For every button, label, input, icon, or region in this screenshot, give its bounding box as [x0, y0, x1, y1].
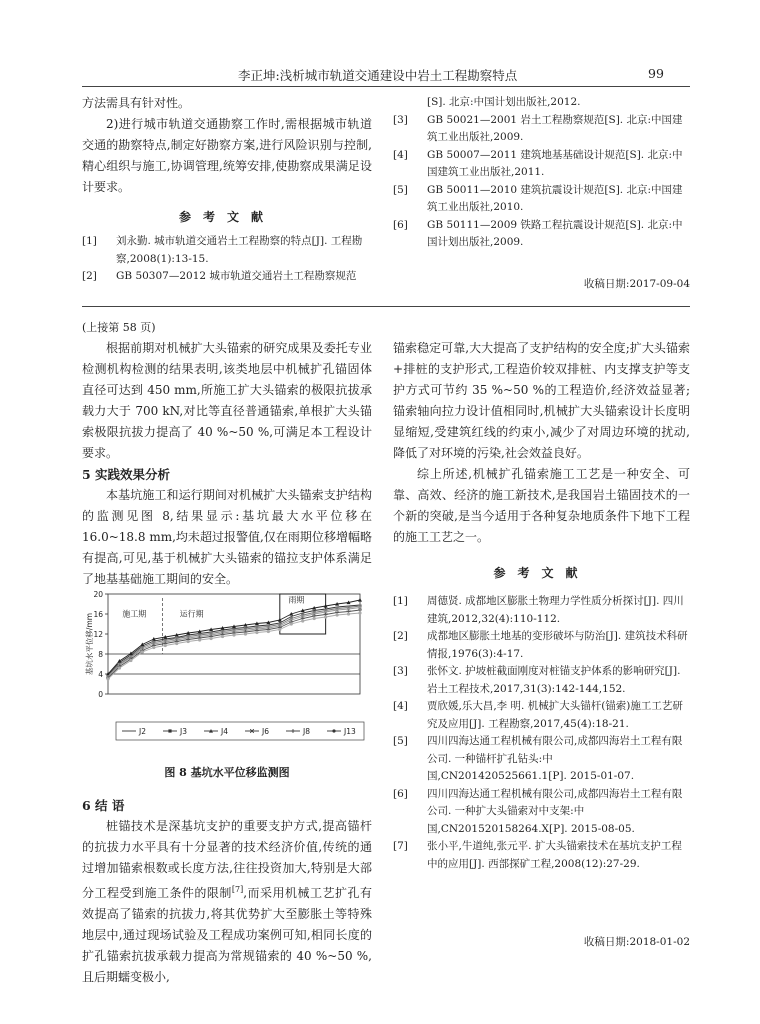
- top-refs-title: 参考文献: [178, 210, 275, 224]
- data-point-j13: [313, 617, 316, 620]
- data-point-j13: [209, 637, 212, 640]
- bottom-right-paragraph-2: 综上所述,机械扩孔锚索施工工艺是一种安全、可靠、高效、经济的施工新技术,是我国岩土锚固技术的一个新的突破,是当今适用于各种复杂地质条件下地下工程的施工工艺之一。: [393, 467, 690, 544]
- top-left-column: [82, 93, 372, 286]
- data-point-j13: [347, 612, 350, 615]
- reference-item: [393, 628, 690, 663]
- data-point-j13: [232, 633, 235, 636]
- reference-number: [2]: [393, 630, 408, 642]
- bottom-paragraph-3: [82, 816, 372, 988]
- y-tick-label: 16: [93, 610, 103, 619]
- data-point-j13: [267, 630, 270, 633]
- reference-text: GB 50307—2012 城市轨道交通岩土工程勘察规范: [116, 270, 357, 282]
- reference-text: 刘永勤. 城市轨道交通岩土工程勘察的特点[J]. 工程勘察,2008(1):13-15.: [116, 235, 363, 265]
- bottom-paragraph-3-part-b: ,而采用机械工艺扩孔有效提高了锚索的抗拔力,将其优势扩大至膨胀土等特殊地层中,通过现场试验及工程成功案例可知,相同长度的扩孔锚索抗拔承载力提高为常规锚索的 40 %~50 %,且后期蠕变极小,: [82, 886, 372, 984]
- y-tick-label: 8: [98, 650, 103, 659]
- running-header: [0, 62, 760, 84]
- reference-item: [393, 663, 690, 698]
- reference-item: [393, 94, 690, 112]
- top-refs-left-list: [82, 233, 372, 286]
- bottom-left-column-upper: [82, 317, 372, 590]
- reference-item: [393, 147, 690, 182]
- reference-item: [393, 838, 690, 873]
- data-point-j13: [164, 644, 167, 647]
- section-6-heading: 6 结 语: [82, 798, 125, 813]
- reference-number: [2]: [82, 270, 97, 282]
- annotation-construction: 施工期: [122, 609, 147, 619]
- reference-number: [5]: [393, 735, 408, 747]
- reference-text: GB 50021—2001 岩土工程勘察规范[S]. 北京:中国建筑工业出版社,2009.: [427, 113, 683, 143]
- continued-from-note: (上接第 58 页): [82, 321, 156, 334]
- reference-number: [1]: [393, 595, 408, 607]
- citation-7: [7]: [231, 885, 244, 894]
- reference-item: [82, 268, 372, 286]
- running-title: 李正坤:浅析城市轨道交通建设中岩土工程勘察特点: [238, 68, 518, 83]
- bottom-paragraph-2: 本基坑施工和运行期间对机械扩大头锚索支护结构的监测见图 8,结果显示:基坑最大水平位移在 16.0~18.8 mm,均未超过报警值,仅在雨期位移增幅略有提高,可见,基于机械扩大头锚索的锚拉支护体系满足了地基基础施工期间的安全。: [82, 488, 372, 586]
- reference-text: 张怀文. 护坡桩截面刚度对桩锚支护体系的影响研究[J]. 岩土工程技术,2017,31(3):142-144,152.: [427, 665, 681, 695]
- reference-item: [393, 593, 690, 628]
- bottom-right-column: [393, 338, 690, 873]
- legend-label: J13: [344, 727, 356, 736]
- reference-text: 贾欣媛,乐大昌,李 明. 机械扩大头锚杆(锚索)施工工艺研究及应用[J]. 工程勘察,2017,45(4):18-21.: [427, 700, 683, 730]
- legend-label: J4: [221, 727, 228, 736]
- reference-item: [393, 733, 690, 786]
- data-point-j13: [118, 666, 121, 669]
- page-number: 99: [648, 66, 664, 81]
- reference-number: [3]: [393, 113, 408, 126]
- data-point-j13: [324, 615, 327, 618]
- y-tick-label: 20: [93, 590, 103, 599]
- reference-number: [4]: [393, 148, 408, 161]
- data-point-j13: [301, 619, 304, 622]
- bottom-paragraph-3-part-a: 桩锚技术是深基坑支护的重要支护方式,提高锚杆的抗拔力水平具有十分显著的技术经济价值,传统的通过增加锚索根数或长度方法,往往投资加大,特别是大部分工程受到施工条件的限制: [82, 819, 372, 900]
- legend-label: J8: [303, 727, 310, 736]
- figure-8: [82, 586, 372, 756]
- reference-item: [393, 786, 690, 839]
- displacement-chart: [82, 586, 372, 756]
- reference-text: GB 50111—2009 铁路工程抗震设计规范[S]. 北京:中国计划出版社,2009.: [427, 218, 683, 248]
- y-tick-label: 12: [93, 630, 103, 639]
- top-paragraph-1: 方法需具有针对性。: [82, 96, 191, 110]
- bottom-right-paragraph-1: 锚索稳定可靠,大大提高了支护结构的安全度;扩大头锚索+排桩的支护形式,工程造价较双排桩、内支撑支护等支护方式可节约 35 %~50 %的工程造价,经济效益显著;锚索轴向拉力设计值相同时,机械扩大头锚索设计长度明显缩短,受建筑红线的约束小,减少了对周边环境的扰动,降低了对环境的污染,社会效益良好。: [393, 341, 690, 460]
- reference-text: GB 50011—2010 建筑抗震设计规范[S]. 北京:中国建筑工业出版社,2010.: [427, 183, 683, 213]
- data-point-j13: [152, 646, 155, 649]
- figure-8-caption: 图 8 基坑水平位移监测图: [164, 766, 290, 779]
- top-right-column: [393, 94, 690, 252]
- reference-number: [5]: [393, 183, 408, 196]
- data-point-j13: [335, 613, 338, 616]
- top-refs-right-list: [393, 94, 690, 252]
- reference-number: [1]: [82, 235, 97, 247]
- section-5-heading: 5 实践效果分析: [82, 467, 171, 482]
- reference-number: [3]: [393, 665, 408, 677]
- legend-marker: [332, 729, 335, 732]
- section-divider-rule: [82, 306, 690, 307]
- annotation-rain: 雨期: [288, 595, 305, 605]
- reference-text: GB 50007—2011 建筑地基基础设计规范[S]. 北京:中国建筑工业出版社,2011.: [427, 148, 683, 178]
- reference-text: 成都地区膨胀土地基的变形破坏与防治[J]. 建筑技术科研情报,1976(3):4-17.: [427, 630, 688, 660]
- reference-text: [S]. 北京:中国计划出版社,2012.: [427, 96, 581, 108]
- reference-item: [393, 182, 690, 217]
- annotation-operation: 运行期: [179, 609, 204, 619]
- data-point-j13: [278, 628, 281, 631]
- y-tick-label: 0: [98, 690, 103, 699]
- reference-item: [393, 217, 690, 252]
- legend-label: J2: [139, 727, 146, 736]
- reference-item: [393, 698, 690, 733]
- reference-number: [7]: [393, 840, 408, 852]
- bottom-refs-list: [393, 593, 690, 873]
- reference-item: [393, 112, 690, 147]
- data-point-j13: [198, 638, 201, 641]
- bottom-paragraph-1: 根据前期对机械扩大头锚索的研究成果及委托专业检测机构检测的结果表明,该类地层中机械扩孔锚固体直径可达到 450 mm,所施工扩大头锚索的极限抗拔承载力大于 700 kN,对比等直径普通锚索,单根扩大头锚索极限抗拔力提高了 40 %~50 %,可满足本工程设计要求。: [82, 341, 372, 460]
- top-paragraph-2: 2)进行城市轨道交通勘察工作时,需根据城市轨道交通的勘察特点,制定好勘察方案,进行风险识别与控制,精心组织与施工,协调管理,统筹安排,使勘察成果满足设计要求。: [82, 117, 372, 194]
- legend-marker: [168, 729, 171, 732]
- legend-label: J6: [262, 727, 269, 736]
- data-point-j13: [175, 642, 178, 645]
- legend-label: J3: [180, 727, 187, 736]
- bottom-left-column-lower: [82, 795, 372, 988]
- data-point-j13: [221, 635, 224, 638]
- data-point-j13: [141, 650, 144, 653]
- y-axis-label: 基坑水平位移/mm: [85, 612, 94, 676]
- reference-number: [6]: [393, 787, 408, 800]
- reference-text: 张小平,牛道纯,张元平. 扩大头锚索技术在基坑支护工程中的应用[J]. 西部探矿工程,2008(12):27-29.: [427, 840, 682, 870]
- bottom-refs-title: 参考文献: [493, 566, 590, 580]
- reference-number: [6]: [393, 218, 408, 231]
- data-point-j13: [106, 677, 109, 680]
- data-point-j13: [187, 640, 190, 643]
- reference-text: 周德贤. 成都地区膨胀土物理力学性质分析探讨[J]. 四川建筑,2012,32(4):110-112.: [427, 595, 684, 625]
- y-tick-label: 4: [98, 670, 103, 679]
- reference-item: [82, 233, 372, 268]
- data-point-j13: [290, 622, 293, 625]
- top-received-date: 收稿日期:2017-09-04: [583, 278, 690, 290]
- legend-box: [116, 722, 364, 740]
- data-point-j13: [255, 631, 258, 634]
- bottom-received-date: 收稿日期:2018-01-02: [583, 936, 690, 948]
- header-rule: [82, 86, 690, 87]
- data-point-j13: [358, 611, 361, 614]
- data-point-j13: [129, 659, 132, 662]
- data-point-j13: [244, 632, 247, 635]
- reference-number: [4]: [393, 700, 408, 712]
- reference-text: 四川四海达通工程机械有限公司,成都四海岩土工程有限公司. 一种扩大头锚索对中支架:中国,CN201520158264.X[P]. 2015-08-05.: [427, 787, 683, 835]
- reference-text: 四川四海达通工程机械有限公司,成都四海岩土工程有限公司. 一种锚杆扩孔钻头:中国,CN201420525661.1[P]. 2015-01-07.: [427, 735, 683, 782]
